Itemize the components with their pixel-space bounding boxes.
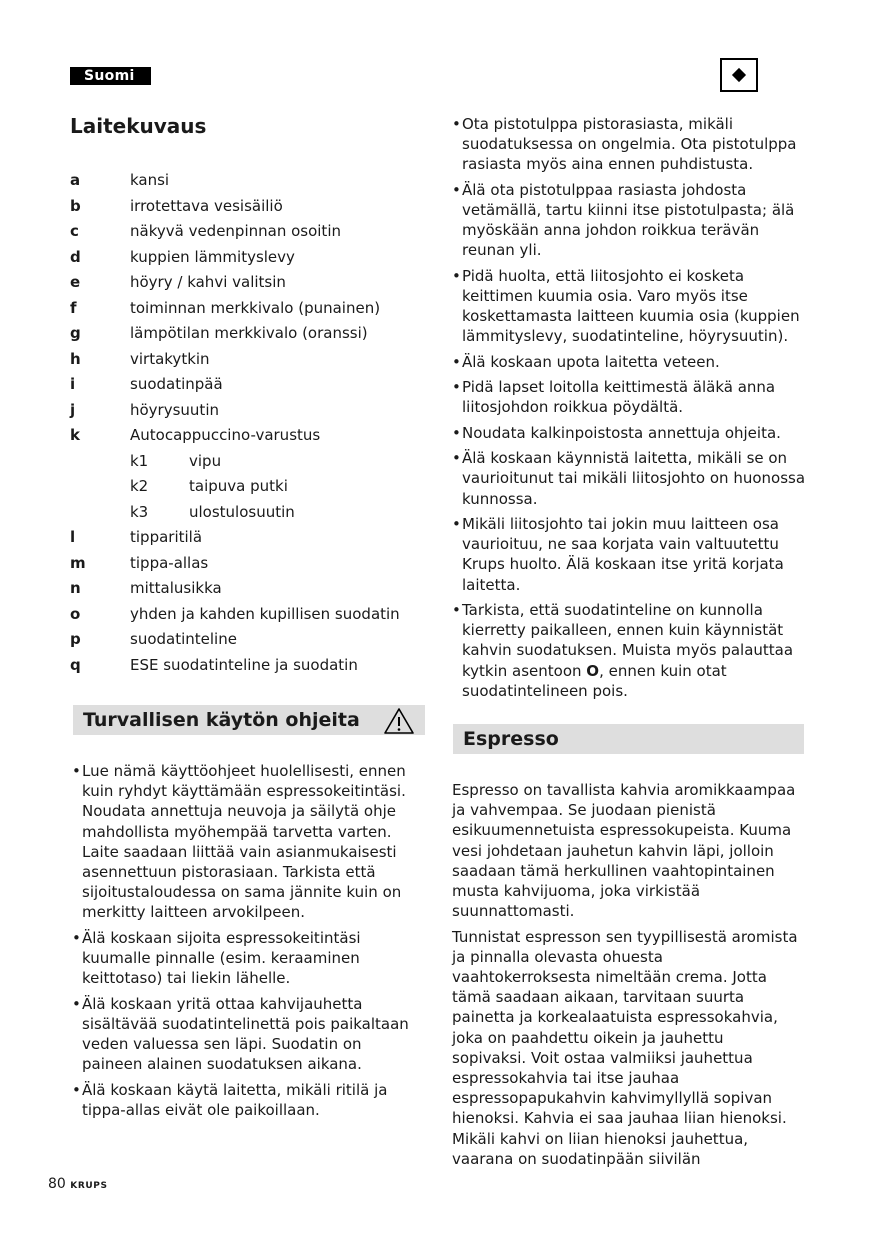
section-marker <box>720 58 758 92</box>
part-row <box>70 525 430 551</box>
safety-item: • Mikäli liitosjohto tai jokin muu laitteen osa vaurioituu, ne saa korjata vain valtuutettu Krups huolto. Älä koskaan itse yritä korjata laitetta. <box>452 514 812 595</box>
subpart-key: k2 <box>130 477 149 495</box>
part-key: o <box>70 604 81 623</box>
warning-triangle-icon <box>383 707 415 735</box>
part-key: f <box>70 298 77 317</box>
page-footer <box>48 1174 108 1196</box>
part-row <box>70 423 430 449</box>
safety-heading <box>73 705 425 735</box>
subpart-key: k3 <box>130 502 149 521</box>
part-key: p <box>70 630 81 648</box>
subpart-label: taipuva putki <box>189 477 288 495</box>
diamond-icon <box>732 68 746 82</box>
part-key: n <box>70 579 81 597</box>
part-key: l <box>70 528 76 546</box>
subpart-label: ulostulosuutin <box>189 502 295 521</box>
safety-item: • Pidä huolta, että liitosjohto ei kosketa keittimen kuumia osia. Varo myös itse koskettamasta laitteen kuumia osia (kuppien lämmityslevy, suodatinteline, höyrysuutin). <box>452 266 812 347</box>
subpart-label: vipu <box>189 451 222 470</box>
part-row <box>70 296 430 322</box>
part-key: e <box>70 273 81 291</box>
part-row <box>70 576 430 602</box>
part-key: h <box>70 349 81 368</box>
safety-item: • Älä koskaan käytä laitetta, mikäli ritilä ja tippa-allas eivät ole paikoillaan. <box>72 1080 417 1120</box>
part-key: i <box>70 375 76 393</box>
part-label: tipparitilä <box>130 528 203 546</box>
part-row <box>70 194 430 220</box>
part-label: näkyvä vedenpinnan osoitin <box>130 222 341 240</box>
language-tab: Suomi <box>70 67 151 85</box>
part-row <box>70 347 430 373</box>
subpart-row <box>70 449 430 475</box>
part-row <box>70 321 430 347</box>
part-row <box>70 602 430 628</box>
page-number: 80 <box>48 1176 66 1192</box>
safety-list-right <box>452 114 812 706</box>
part-label: höyry / kahvi valitsin <box>130 273 286 291</box>
brand-logo: KRUPS <box>70 1181 108 1191</box>
safety-title: Turvallisen käytön ohjeita <box>83 709 360 731</box>
safety-list-left <box>72 761 417 1125</box>
part-key: q <box>70 655 81 674</box>
parts-list <box>70 168 430 678</box>
safety-item: • Älä koskaan sijoita espressokeitintäsi kuumalle pinnalle (esim. keraaminen keittotaso) tai liekin lähelle. <box>72 928 417 989</box>
part-row <box>70 168 430 194</box>
part-row <box>70 398 430 424</box>
safety-item: • Noudata kalkinpoistosta annettuja ohjeita. <box>452 423 812 443</box>
part-label: lämpötilan merkkivalo (oranssi) <box>130 324 368 342</box>
device-description-title: Laitekuvaus <box>70 114 207 138</box>
part-label: Autocappuccino-varustus <box>130 426 321 444</box>
safety-item: • Ota pistotulppa pistorasiasta, mikäli suodatuksessa on ongelmia. Ota pistotulppa rasiasta myös aina ennen puhdistusta. <box>452 114 812 175</box>
part-key: d <box>70 247 81 266</box>
subpart-row <box>70 500 430 526</box>
part-label: yhden ja kahden kupillisen suodatin <box>130 604 400 623</box>
safety-item: • Lue nämä käyttöohjeet huolellisesti, ennen kuin ryhdyt käyttämään espressokeitintäsi. Noudata annettuja neuvoja ja säilytä ohje mahdollista myöhempää tarvetta varten. Laite saadaan liittää vain asianmukaisesti asennettuun pistorasiaan. Tarkista että sijoitustaloudessa on sama jännite kuin on merkitty laitteen arvokilpeen. <box>72 761 417 923</box>
part-row <box>70 551 430 577</box>
part-key: g <box>70 324 81 342</box>
safety-item: • Pidä lapset loitolla keittimestä äläkä anna liitosjohdon roikkua pöydältä. <box>452 377 812 417</box>
part-key: a <box>70 171 81 189</box>
part-label: virtakytkin <box>130 349 210 368</box>
subpart-row <box>70 474 430 500</box>
part-label: kansi <box>130 171 170 189</box>
part-row <box>70 627 430 653</box>
part-key: b <box>70 196 81 215</box>
part-label: kuppien lämmityslevy <box>130 247 295 266</box>
safety-item: • Älä koskaan upota laitetta veteen. <box>452 352 812 372</box>
part-label: mittalusikka <box>130 579 222 597</box>
safety-item: • Älä ota pistotulppaa rasiasta johdosta vetämällä, tartu kiinni itse pistotulpasta; älä myöskään anna johdon roikkua terävän reunan yli. <box>452 180 812 261</box>
subpart-key: k1 <box>130 451 149 470</box>
switch-position-label: O <box>586 661 600 680</box>
part-key: m <box>70 553 86 572</box>
safety-item-last <box>452 600 812 701</box>
part-label: ESE suodatinteline ja suodatin <box>130 655 358 674</box>
part-row <box>70 219 430 245</box>
part-label: suodatinpää <box>130 375 223 393</box>
part-row <box>70 372 430 398</box>
safety-item-text: Tarkista, että suodatinteline on kunnolla kierretty paikalleen, ennen kuin käynnistät kahvin suodatuksen. Muista myös palauttaa kytkin asentoon <box>462 600 794 680</box>
espresso-heading: Espresso <box>453 724 804 754</box>
part-row <box>70 270 430 296</box>
part-label: tippa-allas <box>130 553 209 572</box>
espresso-text <box>452 780 802 1174</box>
part-label: toiminnan merkkivalo (punainen) <box>130 298 381 317</box>
part-label: suodatinteline <box>130 630 237 648</box>
part-key: k <box>70 426 80 444</box>
safety-item: • Älä koskaan käynnistä laitetta, mikäli se on vaurioitunut tai mikäli liitosjohto on huonossa kunnossa. <box>452 448 812 509</box>
part-row <box>70 653 430 679</box>
part-key: j <box>70 400 76 419</box>
safety-item-text-end: , ennen kuin otat suodatintelineen pois. <box>462 661 727 700</box>
safety-item: • Älä koskaan yritä ottaa kahvijauhetta sisältävää suodatintelinettä pois paikaltaan veden valuessa sen läpi. Suodatin on paineen alainen suodatuksen aikana. <box>72 994 417 1075</box>
part-key: c <box>70 222 79 240</box>
part-label: höyrysuutin <box>130 400 219 419</box>
part-label: irrotettava vesisäiliö <box>130 196 283 215</box>
espresso-paragraph: Espresso on tavallista kahvia aromikkaampaa ja vahvempaa. Se juodaan pienistä esikuumennetuista espressokupeista. Kuuma vesi johdetaan jauhetun kahvin läpi, jolloin saadaan tämä herkullinen vaahtopintainen musta kahvijuoma, joka virkistää suunnattomasti. <box>452 781 796 921</box>
part-row <box>70 245 430 271</box>
espresso-paragraph: Tunnistat espresson sen tyypillisestä aromista ja pinnalla olevasta ohuesta vaahtokerroksesta nimeltään crema. Jotta tämä saadaan aikaan, tarvitaan suurta painetta ja korkealaatuista espressokahvia, joka on paahdettu oikein ja jauhettu sopivaksi. Voit ostaa valmiiksi jauhettua espressokahvia tai itse jauhaa espressopapukahvin kahvimyllyllä sopivan hienoksi. Kahvia ei saa jauhaa liian hienoksi. Mikäli kahvi on liian hienoksi jauhettua, vaarana on suodatinpään siivilän <box>452 927 798 1168</box>
